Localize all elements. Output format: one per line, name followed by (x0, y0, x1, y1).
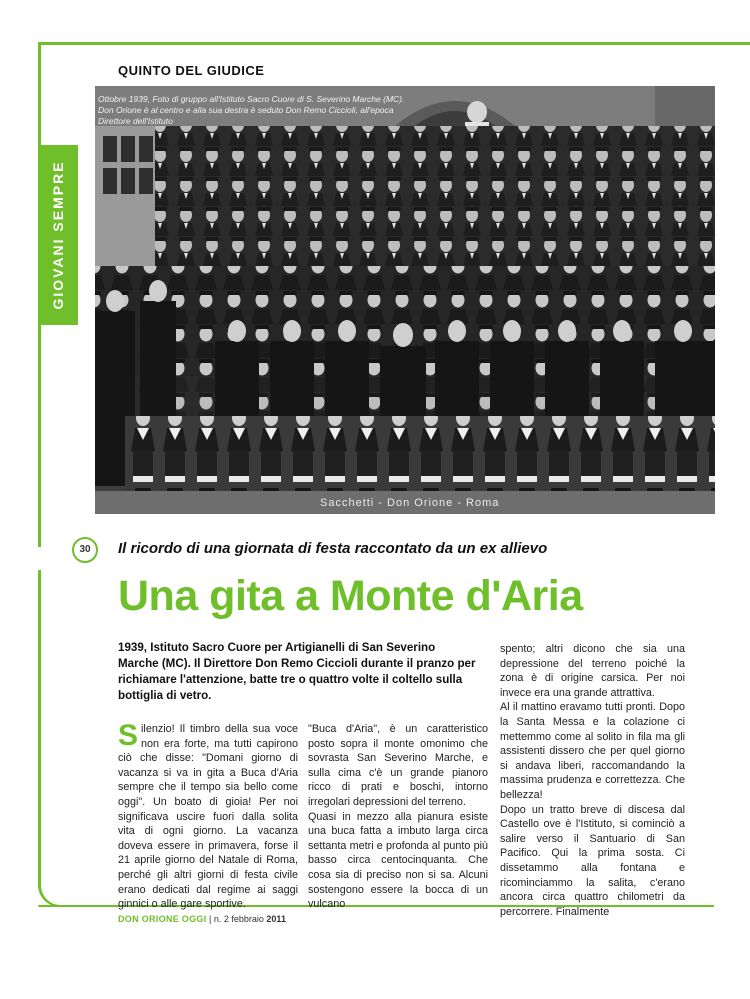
article-subtitle: Il ricordo di una giornata di festa raccontato da un ex allievo (118, 540, 548, 557)
author-name: QUINTO DEL GIUDICE (118, 63, 265, 78)
column-3-paragraph-1: spento; altri dicono che sia una depressione del terreno poiché la zona è di origine carsica. Per noi invece era una grande attrattiva. (500, 643, 685, 699)
article-lead: 1939, Istituto Sacro Cuore per Artigianelli di San Severino Marche (MC). Il Direttore Don Remo Ciccioli durante il pranzo per richiamare l'attenzione, batte tre o quattro volte il coltello sulla bottiglia di vetro. (118, 641, 476, 702)
group-photo (95, 86, 715, 514)
magazine-name: DON ORIONE OGGI (118, 914, 207, 924)
frame-top-line (38, 42, 750, 45)
photo-signature: Sacchetti - Don Orione - Roma (320, 497, 500, 509)
column-3-paragraph-3: Dopo un tratto breve di discesa dal Castello ove è l'Istituto, si cominciò a salire verso il Santuario di San Pacifico. Qui la prima sosta. Ci dissetammo alla fontana e ricominciammo la salita, c'erano ancora circa quattro chilometri da percorrere. Finalmente (500, 803, 685, 918)
issue-year: 2011 (266, 914, 286, 924)
section-tag (38, 145, 78, 325)
article-column-1 (118, 719, 298, 912)
drop-cap: S (118, 719, 139, 752)
article-column-2 (308, 722, 488, 912)
column-3-paragraph-2: Al il mattino eravamo tutti pronti. Dopo la Santa Messa e la colazione ci mettemmo come al solito in fila ma gli assistenti dissero che per quel giorno si andava liberi, raccomandando la massima prudenza e correttezza. Che bellezza! (500, 701, 685, 801)
article-column-3 (500, 642, 685, 919)
column-2-paragraph-2: Quasi in mezzo alla pianura esiste una buca fatta a imbuto larga circa settanta metri e profonda al punto più basso circa centocinquanta. Che cosa sia di preciso non si sa. Alcuni sostengono essere la bocca di un vulcano (308, 810, 488, 911)
page-number: 30 (72, 537, 98, 563)
article-title: Una gita a Monte d'Aria (118, 572, 583, 620)
frame-corner (38, 870, 78, 907)
page-footer (118, 914, 286, 924)
issue-info: n. 2 febbraio (213, 914, 264, 924)
footer-separator: | (206, 914, 214, 924)
photo-caption: Ottobre 1939, Foto di gruppo all'Istituto Sacro Cuore di S. Severino Marche (MC). Don Orione è al centro e alla sua destra è seduto Don Remo Ciccioli, all'epoca Direttore dell'Istituto (98, 94, 405, 126)
section-tag-label: GIOVANI SEMPRE (50, 160, 66, 310)
column-2-paragraph-1: "Buca d'Aria", è un caratteristico posto sopra il monte omonimo che sovrasta San Severino Marche, e sulla cima c'è un grande pianoro ricco di prati e boschi, intorno irregolari depressioni del terreno. (308, 723, 488, 808)
frame-left-line-lower (38, 570, 41, 870)
group-photo-illustration (95, 86, 715, 514)
column-1-text: ilenzio! Il timbro della sua voce non era forte, ma tutti capirono ciò che disse: "Domani giorno di vacanza si va in gita a Buca d'Aria sempre che il tempo sia bello come oggi". Un boato di gioia! Per noi significava uscire fuori dalla solita vita di ogni giorno. La vacanza doveva essere in primavera, forse il 21 aprile giorno del Natale di Roma, perché gli altri giorni di festa civile erano dedicati dal regime ai saggi ginnici o alle gare sportive. (118, 723, 298, 911)
